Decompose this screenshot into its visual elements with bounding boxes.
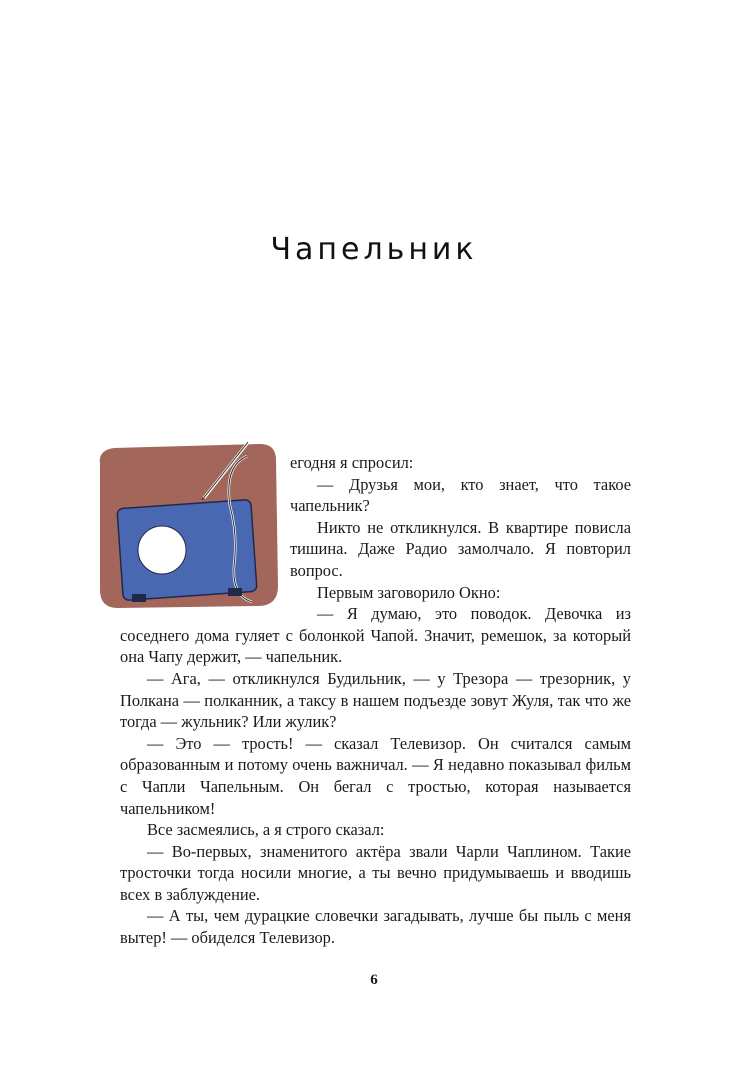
- paragraph: — Ага, — откликнулся Будильник, — у Трезора — трезорник, у Полкана — полканник, а таксу в нашем подъезде зовут Жуля, так что же тогда — жульник? Или жулик?: [120, 668, 631, 732]
- paragraph: — Друзья мои, кто знает, что такое чапельник?: [290, 474, 631, 516]
- chapter-text: [120, 452, 631, 949]
- paragraph: Никто не откликнулся. В квартире повисла тишина. Даже Радио замолчало. Я повторил вопрос.: [290, 517, 631, 580]
- page-number: 6: [370, 972, 378, 988]
- paragraph: Первым заговорило Окно:: [317, 582, 501, 602]
- paragraph: — Это — трость! — сказал Телевизор. Он считался самым образованным и потому очень важничал. — Я недавно показывал фильм с Чапли Чапельным. Он бегал с тростью, которая называется чапельником!: [120, 733, 631, 818]
- paragraph: — Я думаю, это поводок. Девочка из соседнего дома гуляет с болонкой Чапой. Значит, ремешок, за который она Чапу держит, — чапельник.: [120, 604, 631, 667]
- paragraph: — А ты, чем дурацкие словечки загадывать, лучше бы пыль с меня вытер! — обиделся Телевизор.: [120, 906, 631, 948]
- paragraph: Все засмеялись, а я строго сказал:: [147, 820, 385, 840]
- paragraph: егодня я спросил:: [290, 453, 414, 472]
- paragraph: — Во-первых, знаменитого актёра звали Чарли Чаплином. Такие тросточки тогда носили многие, а ты вечно придумываешь и вводишь всех в заблуждение.: [120, 841, 631, 904]
- chapter-title: Чапельник: [270, 232, 478, 267]
